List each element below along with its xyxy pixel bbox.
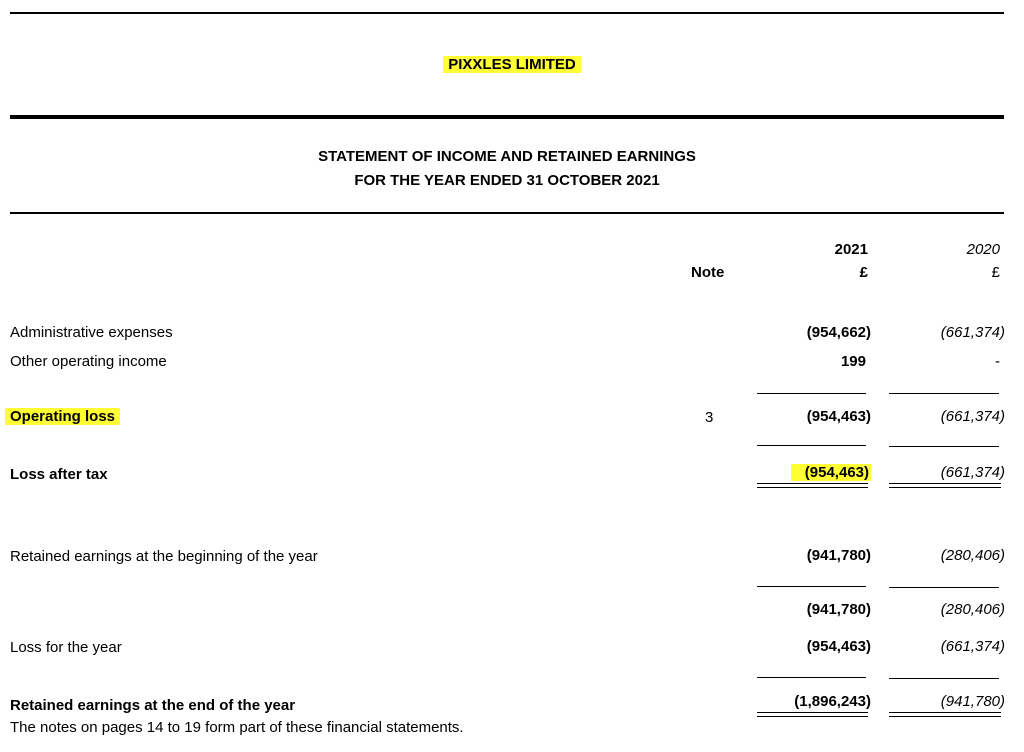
row-current-other-operating-income: 199 — [840, 353, 866, 370]
row-current-operating-loss: (954,463) — [806, 408, 871, 425]
company-name: PIXXLES LIMITED — [443, 56, 581, 73]
row-prior-operating-loss: (661,374) — [940, 408, 1005, 425]
row-label-loss-after-tax: Loss after tax — [10, 466, 108, 483]
row-prior-loss-after-tax: (661,374) — [940, 464, 1005, 481]
loss-after-tax-double-rule-current — [757, 483, 868, 488]
column-current-currency: £ — [859, 264, 868, 281]
end-double-rule-prior — [889, 712, 1001, 717]
row-current-loss-after-tax-wrap — [760, 464, 871, 481]
row-prior-subtotal: (280,406) — [940, 601, 1005, 618]
row-label-retained-earnings-end: Retained earnings at the end of the year — [10, 697, 296, 714]
end-double-rule-current — [757, 712, 868, 717]
loss-year-rule-current — [757, 677, 866, 678]
row-label-operating-loss-wrap — [5, 408, 120, 425]
column-prior-year: 2020 — [966, 241, 1000, 258]
row-label-administrative-expenses: Administrative expenses — [10, 324, 173, 341]
subtotal-rule-current — [757, 393, 866, 394]
row-current-subtotal: (941,780) — [806, 601, 871, 618]
statement-title: STATEMENT OF INCOME AND RETAINED EARNINGS — [318, 148, 696, 165]
row-current-retained-earnings-end: (1,896,243) — [794, 693, 871, 710]
row-label-operating-loss: Operating loss — [5, 408, 120, 425]
top-rule — [10, 12, 1004, 14]
row-current-loss-after-tax: (954,463) — [791, 464, 871, 481]
row-prior-other-operating-income: - — [995, 353, 1000, 370]
row-prior-loss-for-the-year: (661,374) — [940, 638, 1005, 655]
statement-subtitle: FOR THE YEAR ENDED 31 OCTOBER 2021 — [354, 172, 660, 189]
row-prior-administrative-expenses: (661,374) — [940, 324, 1005, 341]
header-thick-rule — [10, 115, 1004, 119]
row-label-retained-earnings-beginning: Retained earnings at the beginning of the year — [10, 548, 318, 565]
row-label-other-operating-income: Other operating income — [10, 353, 167, 370]
beginning-rule-current — [757, 586, 866, 587]
loss-year-rule-prior — [889, 678, 999, 679]
row-label-loss-for-the-year: Loss for the year — [10, 639, 122, 656]
column-note: Note — [691, 264, 725, 281]
footnote: The notes on pages 14 to 19 form part of these financial statements. — [10, 719, 464, 736]
row-note-operating-loss: 3 — [705, 409, 714, 426]
company-name-wrap — [0, 56, 1024, 73]
column-prior-currency: £ — [991, 264, 1000, 281]
operating-loss-rule-prior — [889, 446, 999, 447]
row-current-loss-for-the-year: (954,463) — [806, 638, 871, 655]
loss-after-tax-double-rule-prior — [889, 483, 1001, 488]
beginning-rule-prior — [889, 587, 999, 588]
title-rule — [10, 212, 1004, 214]
subtotal-rule-prior — [889, 393, 999, 394]
operating-loss-rule-current — [757, 445, 866, 446]
row-current-retained-earnings-beginning: (941,780) — [806, 547, 871, 564]
column-current-year: 2021 — [834, 241, 868, 258]
row-prior-retained-earnings-beginning: (280,406) — [940, 547, 1005, 564]
row-prior-retained-earnings-end: (941,780) — [940, 693, 1005, 710]
row-current-administrative-expenses: (954,662) — [806, 324, 871, 341]
